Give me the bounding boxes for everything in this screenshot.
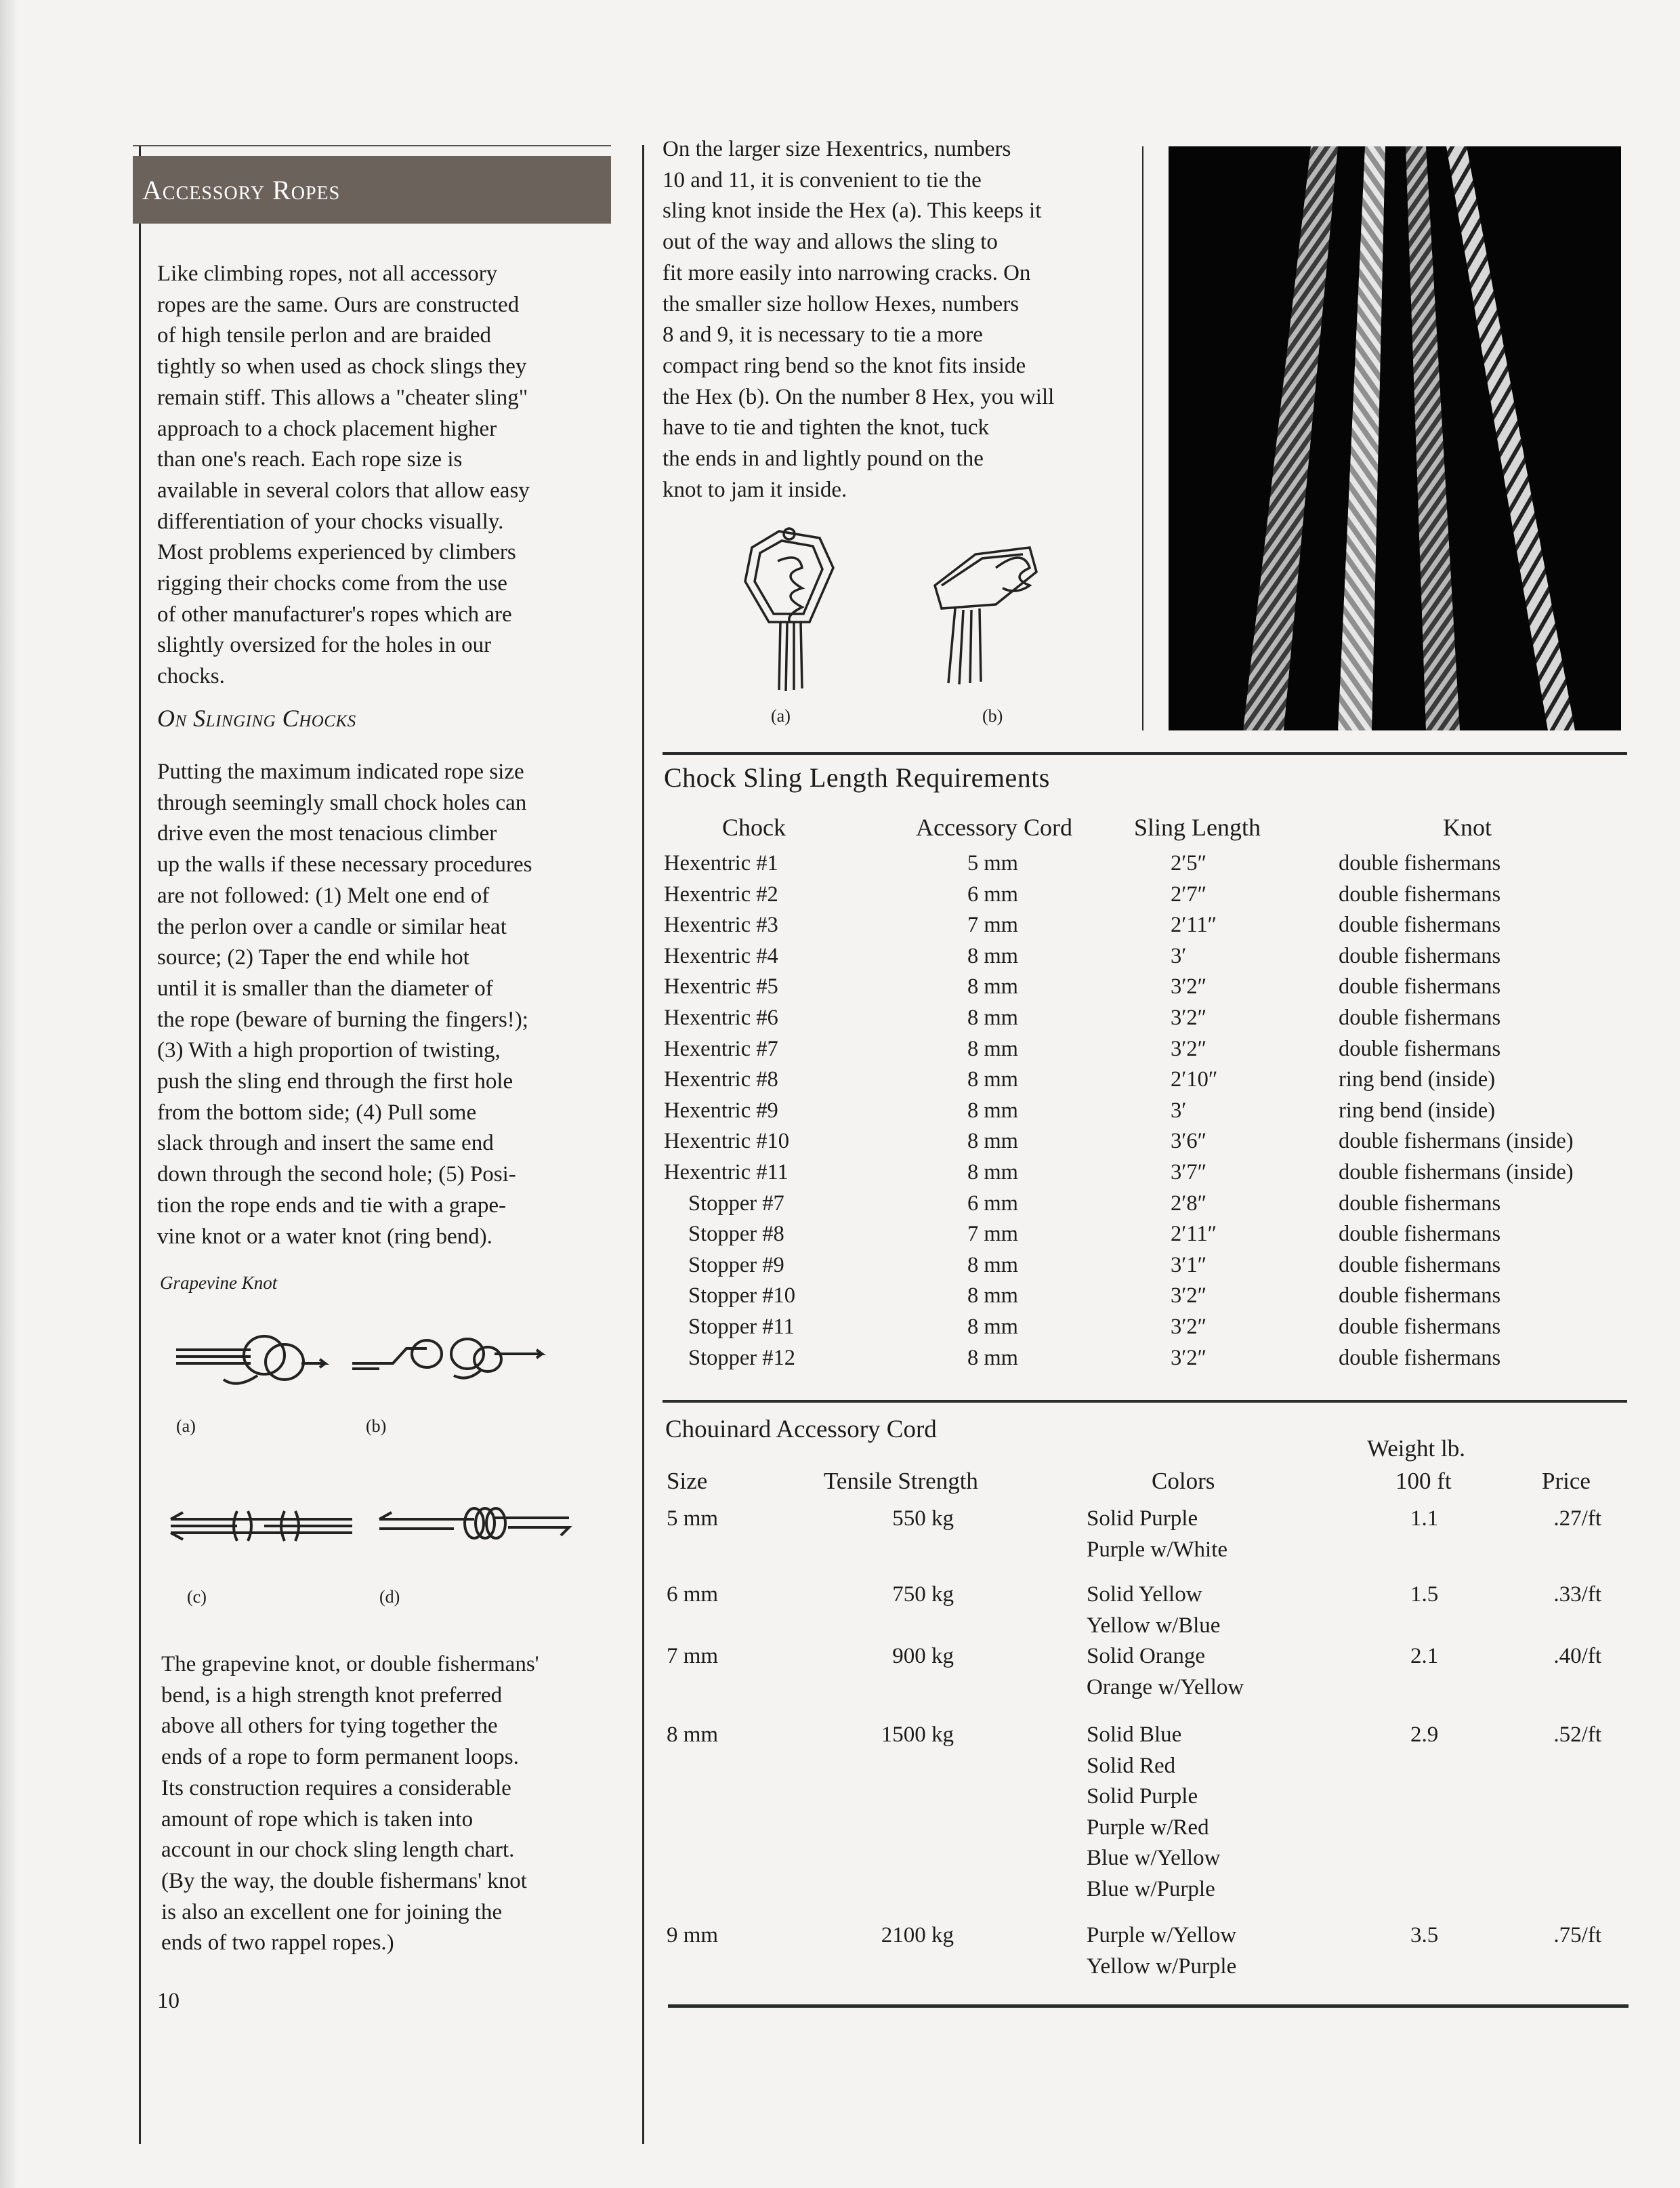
grapevine-line: amount of rope which is taken into [161, 1807, 474, 1832]
cord-header-weight-unit: 100 ft [1395, 1468, 1452, 1494]
slinging-subheading: On Slinging Chocks [157, 705, 356, 732]
chock-cell: Stopper #11 [688, 1315, 795, 1339]
intro-line: ropes are the same. Ours are constructed [157, 292, 520, 317]
chock-cell: Hexentric #4 [664, 943, 778, 968]
knot-label-a: (a) [176, 1416, 196, 1436]
knot-cell: ring bend (inside) [1339, 1067, 1496, 1092]
grapevine-line: The grapevine knot, or double fishermans' [161, 1652, 539, 1676]
cord-price-cell: .75/ft [1553, 1923, 1601, 1947]
cord-price-cell: .52/ft [1553, 1722, 1601, 1747]
chock-cell: Hexentric #7 [664, 1036, 778, 1061]
chock-table-row [664, 974, 1639, 1006]
knot-label-d: (d) [379, 1587, 400, 1607]
cord-tensile-cell: 2100 kg [881, 1923, 954, 1947]
sling-length-cell: 2′11″ [1171, 1222, 1217, 1247]
slinging-line: from the bottom side; (4) Pull some [157, 1100, 477, 1125]
sling-length-cell: 3′2″ [1171, 1006, 1207, 1030]
cord-color-cell: Solid Purple [1087, 1506, 1198, 1531]
sling-length-cell: 2′5″ [1171, 851, 1207, 875]
chock-table-top-rule [663, 752, 1627, 755]
slinging-line: (3) With a high proportion of twisting, [157, 1038, 501, 1063]
chock-cell: Hexentric #5 [664, 974, 778, 999]
slinging-line: until it is smaller than the diameter of [157, 976, 493, 1001]
chock-cell: Hexentric #8 [664, 1067, 778, 1092]
slinging-line: push the sling end through the first hole [157, 1069, 513, 1094]
grapevine-line: account in our chock sling length chart. [161, 1838, 515, 1863]
hex-label-b: (b) [982, 706, 1003, 726]
knot-label-b: (b) [366, 1416, 387, 1436]
chock-table-row [664, 1253, 1639, 1284]
slinging-paragraph [157, 757, 625, 1252]
hexentric-line: the Hex (b). On the number 8 Hex, you will [663, 384, 1055, 409]
intro-line: slightly oversized for the holes in our [157, 633, 492, 658]
cord-cell: 8 mm [967, 1098, 1018, 1123]
cord-color-cell: Solid Yellow [1087, 1582, 1202, 1607]
knot-a-drawing [176, 1336, 325, 1384]
grapevine-line: is also an excellent one for joining the [161, 1899, 503, 1924]
cord-header-colors: Colors [1152, 1468, 1215, 1494]
slinging-line: down through the second hole; (5) Posi- [157, 1162, 516, 1187]
grapevine-line: ends of a rope to form permanent loops. [161, 1745, 519, 1770]
chock-table-row [664, 944, 1639, 975]
cord-weight-cell: 3.5 [1410, 1923, 1439, 1947]
hexentric-line: out of the way and allows the sling to [663, 230, 998, 255]
cord-size-cell: 5 mm [667, 1506, 719, 1531]
cord-weight-cell: 1.5 [1410, 1582, 1439, 1607]
knot-d-drawing [379, 1508, 569, 1538]
hex-a-drawing [745, 529, 833, 691]
hexentric-line: knot to jam it inside. [663, 477, 847, 502]
knot-cell: double fishermans [1339, 1252, 1501, 1277]
chock-table-row [664, 1222, 1639, 1253]
cord-cell: 7 mm [967, 913, 1018, 938]
cord-size-cell: 9 mm [667, 1923, 719, 1947]
sling-length-cell: 2′11″ [1171, 913, 1217, 938]
knot-cell: double fishermans [1339, 943, 1501, 968]
hexentric-paragraph [663, 134, 1137, 505]
cord-table-title: Chouinard Accessory Cord [665, 1416, 937, 1443]
sling-length-cell: 2′7″ [1171, 882, 1207, 907]
cord-size-cell: 8 mm [667, 1722, 719, 1747]
intro-line: differentiation of your chocks visually. [157, 509, 504, 534]
knot-cell: double fishermans (inside) [1339, 1160, 1574, 1184]
sling-length-cell: 3′2″ [1171, 1036, 1207, 1061]
slinging-line: slack through and insert the same end [157, 1131, 494, 1156]
hexentric-line: 10 and 11, it is convenient to tie the [663, 167, 982, 192]
sling-length-cell: 3′2″ [1171, 1315, 1207, 1339]
slinging-line: source; (2) Taper the end while hot [157, 945, 469, 970]
cord-header-tensile: Tensile Strength [824, 1468, 978, 1494]
grapevine-line: above all others for tying together the [161, 1714, 498, 1739]
cord-cell: 8 mm [967, 1036, 1018, 1061]
cord-cell: 8 mm [967, 1345, 1018, 1370]
intro-line: chocks. [157, 664, 225, 689]
intro-line: of high tensile perlon and are braided [157, 323, 491, 348]
sling-length-cell: 3′7″ [1171, 1160, 1207, 1184]
chock-cell: Hexentric #9 [664, 1098, 778, 1123]
cord-color-cell: Solid Red [1087, 1753, 1176, 1778]
chock-cell: Hexentric #2 [664, 882, 778, 907]
chock-table-row [664, 1067, 1639, 1098]
chock-cell: Hexentric #11 [664, 1160, 789, 1184]
cord-size-cell: 7 mm [667, 1644, 719, 1668]
hexentric-line: 8 and 9, it is necessary to tie a more [663, 323, 983, 348]
sling-length-cell: 2′10″ [1171, 1067, 1218, 1092]
cord-cell: 8 mm [967, 1315, 1018, 1339]
col-header-sling-length: Sling Length [1134, 814, 1261, 841]
cord-price-cell: .27/ft [1553, 1506, 1601, 1531]
sling-length-cell: 2′8″ [1171, 1191, 1207, 1216]
cord-cell: 8 mm [967, 1160, 1018, 1184]
page-number: 10 [157, 1989, 180, 2013]
left-column-rule [139, 145, 141, 2144]
cord-color-cell: Solid Blue [1087, 1722, 1182, 1747]
cord-color-cell: Orange w/Yellow [1087, 1674, 1244, 1699]
grapevine-line: bend, is a high strength knot preferred [161, 1683, 503, 1708]
cord-cell: 6 mm [967, 1191, 1018, 1216]
chock-cell: Stopper #9 [688, 1252, 784, 1277]
cord-tensile-cell: 1500 kg [881, 1722, 954, 1747]
cord-color-cell: Purple w/White [1087, 1537, 1228, 1562]
cord-color-cell: Yellow w/Purple [1087, 1954, 1237, 1979]
slinging-line: vine knot or a water knot (ring bend). [157, 1224, 492, 1249]
sling-length-cell: 3′2″ [1171, 974, 1207, 999]
chock-table-bottom-rule [663, 1400, 1627, 1403]
intro-line: approach to a chock placement higher [157, 416, 497, 441]
page-edge-shadow [0, 0, 18, 2188]
cord-header-size: Size [667, 1468, 708, 1494]
chock-table-row [664, 1191, 1639, 1222]
col-header-chock: Chock [722, 814, 786, 841]
slinging-line: are not followed: (1) Melt one end of [157, 883, 490, 908]
hexentric-line: the smaller size hollow Hexes, numbers [663, 291, 1020, 316]
knot-cell: double fishermans [1339, 1315, 1501, 1339]
intro-line: Like climbing ropes, not all accessory [157, 262, 498, 286]
sling-length-cell: 3′2″ [1171, 1283, 1207, 1308]
cord-size-cell: 6 mm [667, 1582, 719, 1607]
sling-length-cell: 3′ [1171, 1098, 1187, 1123]
rope-strands-image [1169, 146, 1621, 730]
cord-tensile-cell: 550 kg [892, 1506, 954, 1531]
cord-color-cell: Blue w/Purple [1087, 1876, 1215, 1901]
hex-label-a: (a) [771, 706, 791, 726]
chock-table-row [664, 1037, 1639, 1068]
accessory-ropes-heading [133, 156, 611, 224]
grapevine-line: ends of two rappel ropes.) [161, 1931, 394, 1956]
accessory-ropes-photo [1169, 146, 1621, 730]
chock-table-row [664, 1315, 1639, 1346]
cord-weight-cell: 2.9 [1410, 1722, 1439, 1747]
chock-cell: Stopper #7 [688, 1191, 784, 1216]
cord-cell: 8 mm [967, 1252, 1018, 1277]
col-header-knot: Knot [1443, 814, 1492, 841]
cord-color-cell: Purple w/Red [1087, 1815, 1209, 1840]
slinging-line: tion the rope ends and tie with a grape- [157, 1193, 506, 1218]
cord-weight-cell: 1.1 [1410, 1506, 1439, 1531]
chock-cell: Stopper #8 [688, 1222, 784, 1247]
sling-length-cell: 3′ [1171, 943, 1187, 968]
intro-line: than one's reach. Each rope size is [157, 447, 463, 472]
cord-cell: 6 mm [967, 882, 1018, 907]
chock-cell: Hexentric #6 [664, 1006, 778, 1030]
chock-table-row [664, 913, 1639, 944]
slinging-line: the rope (beware of burning the fingers!); [157, 1007, 528, 1032]
cord-color-cell: Solid Orange [1087, 1644, 1206, 1668]
chock-table-row [664, 882, 1639, 913]
intro-line: of other manufacturer's ropes which are [157, 602, 512, 627]
heading-text: Accessory Ropes [142, 174, 341, 205]
cord-color-cell: Solid Purple [1087, 1784, 1198, 1809]
slinging-line: up the walls if these necessary procedures [157, 852, 532, 878]
chock-cell: Stopper #10 [688, 1283, 795, 1308]
intro-line: remain stiff. This allows a "cheater sling" [157, 385, 528, 410]
cord-cell: 7 mm [967, 1222, 1018, 1247]
intro-paragraph [157, 259, 611, 693]
hexentric-line: the ends in and lightly pound on the [663, 447, 984, 472]
cord-color-cell: Blue w/Yellow [1087, 1846, 1221, 1870]
photo-left-rule [1142, 146, 1143, 730]
center-column-rule [642, 145, 644, 2144]
cord-cell: 8 mm [967, 943, 1018, 968]
sling-length-cell: 3′6″ [1171, 1129, 1207, 1154]
slinging-line: Putting the maximum indicated rope size [157, 760, 524, 784]
hexentric-line: compact ring bend so the knot fits inside [663, 353, 1026, 378]
knot-c-drawing [171, 1511, 352, 1541]
cord-cell: 8 mm [967, 1283, 1018, 1308]
intro-line: tightly so when used as chock slings they [157, 354, 527, 379]
knot-cell: ring bend (inside) [1339, 1098, 1496, 1123]
cord-tensile-cell: 750 kg [892, 1582, 954, 1607]
grapevine-line: Its construction requires a considerable [161, 1775, 511, 1800]
sling-length-cell: 3′1″ [1171, 1252, 1207, 1277]
knot-cell: double fishermans [1339, 1345, 1501, 1370]
knot-cell: double fishermans [1339, 913, 1501, 938]
cord-price-cell: .40/ft [1553, 1644, 1601, 1668]
cord-tensile-cell: 900 kg [892, 1644, 954, 1668]
chock-table-row [664, 1129, 1639, 1160]
grapevine-line: (By the way, the double fishermans' knot [161, 1868, 527, 1893]
cord-header-weight: Weight lb. [1367, 1435, 1465, 1462]
chock-cell: Hexentric #3 [664, 913, 778, 938]
knot-cell: double fishermans [1339, 1191, 1501, 1216]
hexentric-line: sling knot inside the Hex (a). This keeps it [663, 199, 1042, 224]
sling-length-cell: 3′2″ [1171, 1345, 1207, 1370]
chock-cell: Hexentric #1 [664, 851, 778, 875]
knot-cell: double fishermans [1339, 1036, 1501, 1061]
chock-table-title: Chock Sling Length Requirements [664, 762, 1050, 793]
cord-table-bottom-rule [668, 2004, 1629, 2008]
cord-price-cell: .33/ft [1553, 1582, 1601, 1607]
slinging-line: drive even the most tenacious climber [157, 821, 497, 846]
slinging-line: through seemingly small chock holes can [157, 790, 527, 815]
chock-table-row [664, 1098, 1639, 1130]
hexentric-line: On the larger size Hexentrics, numbers [663, 137, 1011, 161]
hexentric-line: have to tie and tighten the knot, tuck [663, 415, 990, 440]
intro-line: Most problems experienced by climbers [157, 540, 516, 565]
chock-table-row [664, 1160, 1639, 1191]
knot-cell: double fishermans [1339, 882, 1501, 907]
chock-table-row [664, 851, 1639, 882]
hexentric-sling-illustrations [732, 520, 1084, 710]
cord-weight-cell: 2.1 [1410, 1644, 1439, 1668]
chock-table-row [664, 1346, 1639, 1377]
grapevine-caption: Grapevine Knot [160, 1273, 278, 1293]
col-header-accessory-cord: Accessory Cord [916, 814, 1072, 841]
cord-cell: 8 mm [967, 1067, 1018, 1092]
cord-cell: 8 mm [967, 974, 1018, 999]
cord-color-cell: Purple w/Yellow [1087, 1923, 1237, 1947]
cord-header-price: Price [1542, 1468, 1591, 1494]
cord-cell: 8 mm [967, 1006, 1018, 1030]
top-left-rule [133, 145, 611, 146]
intro-line: rigging their chocks come from the use [157, 571, 507, 596]
grapevine-paragraph [161, 1649, 629, 1959]
chock-table-row [664, 1283, 1639, 1315]
grapevine-knot-illustrations [163, 1315, 596, 1586]
knot-cell: double fishermans [1339, 1006, 1501, 1030]
chock-cell: Hexentric #10 [664, 1129, 790, 1154]
knot-cell: double fishermans [1339, 974, 1501, 999]
slinging-line: the perlon over a candle or similar heat [157, 914, 507, 939]
chock-cell: Stopper #12 [688, 1345, 795, 1370]
knot-cell: double fishermans (inside) [1339, 1129, 1574, 1154]
cord-color-cell: Yellow w/Blue [1087, 1613, 1221, 1638]
cord-cell: 5 mm [967, 851, 1018, 875]
hexentric-line: fit more easily into narrowing cracks. On [663, 260, 1031, 285]
hex-b-drawing [935, 548, 1036, 684]
knot-b-drawing [352, 1339, 542, 1378]
knot-cell: double fishermans [1339, 1283, 1501, 1308]
knot-label-c: (c) [187, 1587, 207, 1607]
cord-cell: 8 mm [967, 1129, 1018, 1154]
chock-table-row [664, 1006, 1639, 1037]
intro-line: available in several colors that allow easy [157, 478, 530, 503]
knot-cell: double fishermans [1339, 1222, 1501, 1247]
knot-cell: double fishermans [1339, 851, 1501, 875]
